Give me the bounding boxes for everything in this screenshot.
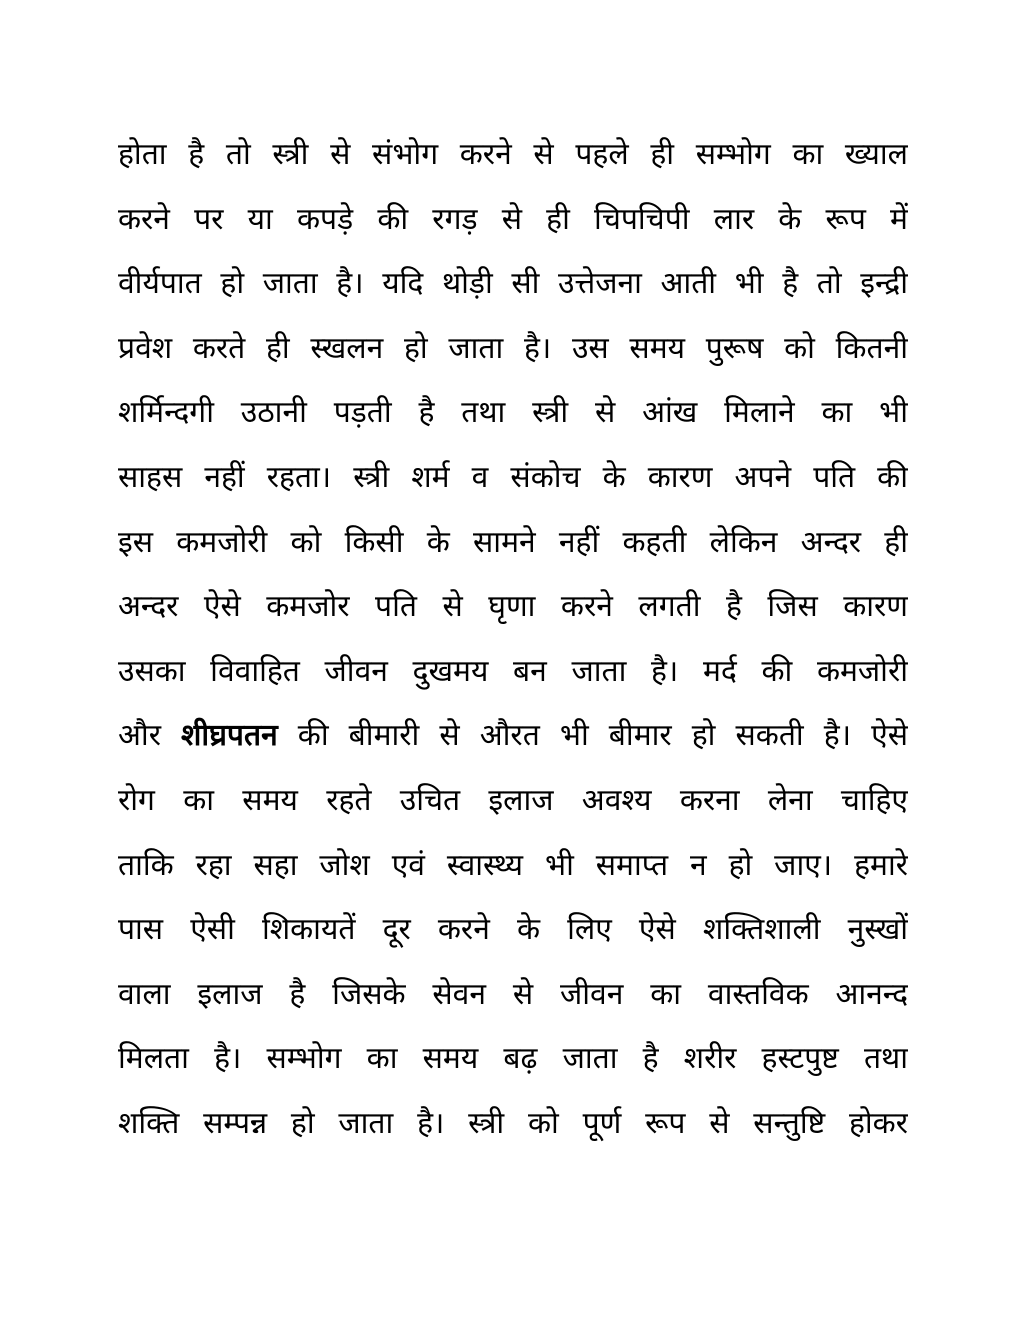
text-line: मिलता है। सम्भोग का समय बढ़ जाता है शरीर हस्टपुष्ट तथा	[118, 1041, 908, 1077]
line-text-before: और	[118, 718, 182, 754]
text-line: रोग का समय रहते उचित इलाज अवश्य करना लेना चाहिए	[118, 782, 908, 818]
text-line: अन्दर ऐसे कमजोर पति से घृणा करने लगती है जिस कारण	[118, 589, 908, 625]
text-line: शक्ति सम्पन्न हो जाता है। स्त्री को पूर्ण रूप से सन्तुष्टि होकर	[118, 1105, 908, 1141]
text-line: उसका विवाहित जीवन दुखमय बन जाता है। मर्द की कमजोरी	[118, 653, 908, 689]
line-text-after: की बीमारी से औरत भी बीमार हो सकती है। ऐसे	[277, 718, 908, 754]
text-line: ताकि रहा सहा जोश एवं स्वास्थ्य भी समाप्त न हो जाए। हमारे	[118, 847, 908, 883]
text-line: इस कमजोरी को किसी के सामने नहीं कहती लेकिन अन्दर ही	[118, 524, 908, 560]
text-line: पास ऐसी शिकायतें दूर करने के लिए ऐसे शक्तिशाली नुस्खों	[118, 912, 908, 948]
text-line: वाला इलाज है जिसके सेवन से जीवन का वास्तविक आनन्द	[118, 976, 908, 1012]
bold-term: शीघ्रपतन	[181, 718, 278, 754]
text-line: होता है तो स्त्री से संभोग करने से पहले ही सम्भोग का ख्याल	[118, 137, 908, 172]
text-line: करने पर या कपड़े की रगड़ से ही चिपचिपी लार के रूप में	[118, 201, 908, 237]
text-line: वीर्यपात हो जाता है। यदि थोड़ी सी उत्तेजना आती भी है तो इन्द्री	[118, 266, 908, 302]
text-line: प्रवेश करते ही स्खलन हो जाता है। उस समय पुरूष को कितनी	[118, 330, 908, 366]
text-line: शर्मिन्दगी उठानी पड़ती है तथा स्त्री से आंख मिलाने का भी	[118, 395, 908, 431]
text-line-with-bold	[118, 704, 908, 769]
text-line: साहस नहीं रहता। स्त्री शर्म व संकोच के कारण अपने पति की	[118, 459, 908, 495]
document-page	[118, 123, 908, 1157]
